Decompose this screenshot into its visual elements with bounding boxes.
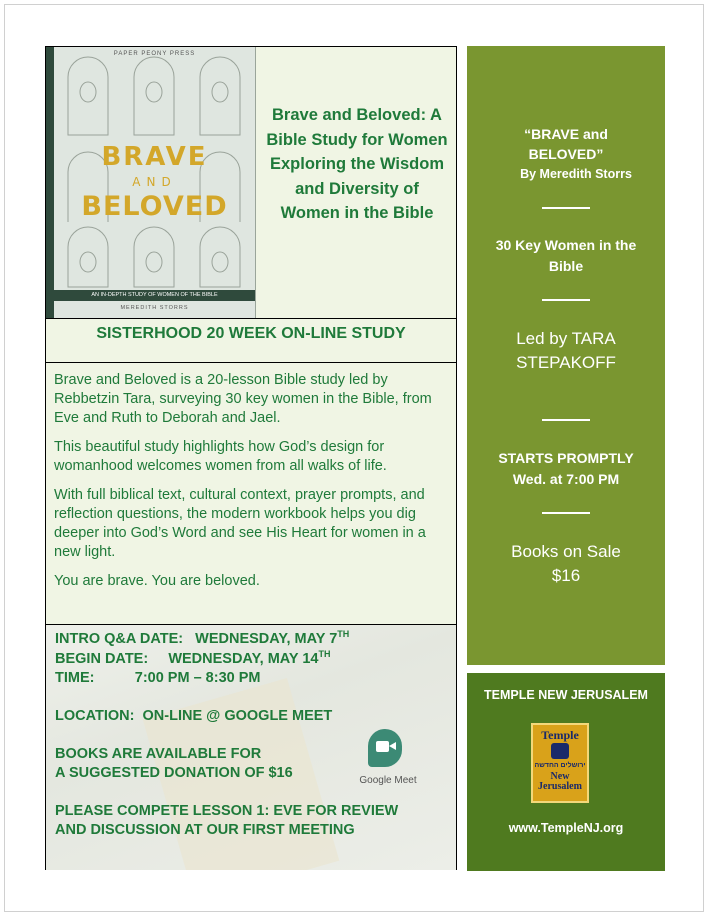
logo-new: New: [550, 771, 570, 782]
details-section: [46, 624, 456, 870]
sidebar-panel: [467, 46, 665, 665]
sidebar-key-women-1: 30 Key Women in the: [495, 237, 637, 253]
sidebar-led-by-1: Led by TARA: [516, 329, 616, 348]
study-header: SISTERHOOD 20 WEEK ON-LINE STUDY: [46, 318, 456, 363]
description-paragraph: You are brave. You are beloved.: [54, 573, 260, 589]
google-meet-icon: [368, 729, 402, 767]
cover-subtitle: AN IN-DEPTH STUDY OF WOMEN OF THE BIBLE: [54, 290, 255, 301]
books-line-1: BOOKS ARE AVAILABLE FOR: [55, 746, 262, 762]
cover-title-brave: BRAVE: [101, 142, 208, 172]
begin-date-suffix: TH: [318, 649, 331, 660]
meet-camera-body: [376, 741, 389, 752]
logo-temple-text: Temple: [541, 728, 579, 742]
sidebar-led-by-2: STEPAKOFF: [516, 353, 616, 372]
description-paragraph: This beautiful study highlights how God’s design for womanhood welcomes women from all walks of life.: [54, 439, 387, 474]
description-paragraph: With full biblical text, cultural context, prayer prompts, and reflection questions, the modern workbook helps you dig deeper into God’s Word and see His Heart for women in a new light.: [54, 487, 426, 560]
sidebar-books-1: Books on Sale: [511, 542, 621, 561]
meeting-location: LOCATION: ON-LINE @ GOOGLE MEET: [55, 708, 333, 724]
cover-author: MEREDITH STORRS: [120, 305, 189, 311]
sidebar-starts-1: STARTS PROMPTLY: [498, 450, 634, 466]
flyer-main-panel: [45, 46, 457, 870]
google-meet-label: Google Meet: [359, 775, 417, 786]
temple-logo: [531, 723, 589, 803]
logo-hebrew-text: ירושלים החדשה: [534, 762, 586, 769]
meeting-time: TIME: 7:00 PM – 8:30 PM: [55, 670, 261, 686]
logo-new-jerusalem: [533, 772, 587, 792]
cover-title-beloved: BELOVED: [81, 191, 228, 222]
sidebar-book-title-2: BELOVED”: [528, 146, 604, 162]
book-title: Brave and Beloved: A Bible Study for Women Exploring the Wisdom and Diversity of Women in the Bible: [266, 106, 448, 222]
temple-panel: [467, 673, 665, 871]
sidebar-key-women-2: Bible: [548, 258, 584, 274]
intro-date: [55, 630, 349, 649]
intro-date-text: INTRO Q&A DATE: WEDNESDAY, MAY 7: [55, 631, 338, 647]
books-line-2: A SUGGESTED DONATION OF $16: [55, 765, 293, 781]
sidebar-starts-2: Wed. at 7:00 PM: [512, 471, 620, 487]
cover-title-and: AND: [132, 175, 177, 189]
description: [54, 371, 450, 601]
sidebar-divider: [542, 207, 590, 209]
begin-date: [55, 650, 330, 669]
book-cover-image: [46, 47, 256, 318]
cover-spine: [46, 47, 54, 318]
sidebar-divider: [542, 512, 590, 514]
meet-camera-lens: [389, 742, 396, 750]
sidebar-book-title-1: “BRAVE and: [524, 126, 608, 142]
temple-name: TEMPLE NEW JERUSALEM: [484, 688, 648, 702]
temple-website: www.TempleNJ.org: [508, 821, 624, 835]
sidebar-author: By Meredith Storrs: [520, 167, 632, 181]
intro-date-suffix: TH: [337, 629, 350, 640]
begin-date-text: BEGIN DATE: WEDNESDAY, MAY 14: [55, 651, 319, 667]
lesson-note-1: PLEASE COMPETE LESSON 1: EVE FOR REVIEW: [55, 803, 399, 819]
sidebar-divider: [542, 299, 590, 301]
description-paragraph: Brave and Beloved is a 20-lesson Bible study led by Rebbetzin Tara, surveying 30 key women in the Bible, from Eve and Ruth to Deborah and Jael.: [54, 372, 432, 426]
sidebar-divider: [542, 419, 590, 421]
lion-emblem-icon: [551, 743, 569, 759]
lesson-note-2: AND DISCUSSION AT OUR FIRST MEETING: [55, 822, 355, 838]
logo-jerusalem: Jerusalem: [538, 781, 582, 792]
sidebar-books-2: $16: [551, 566, 581, 585]
cover-publisher: PAPER PEONY PRESS: [113, 51, 196, 57]
